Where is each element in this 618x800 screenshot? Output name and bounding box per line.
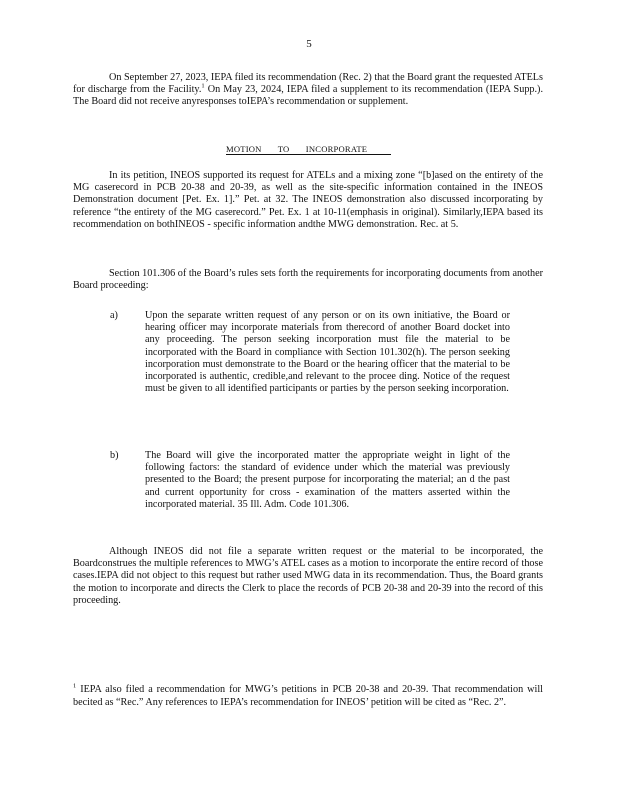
quoted-item-label: a) [110, 310, 118, 321]
quoted-item-label: b) [110, 450, 119, 461]
page-number: 5 [306, 38, 312, 50]
paragraph-petition: In its petition, INEOS supported its request for ATELs and a mixing zone “[b]ased on the entirety of the MG caserecord in PCB 20-38 and 20-39, as well as the site-specific information contained in the INEOS Demonstration document [Pet. Ex. 1].” Pet. at 32. The INEOS demonstration also discussed incorporating by reference “the entirety of the MG caserecord.” Pet. Ex. 1 at 10-11(emphasis in original). Similarly,IEPA based its recommendation on bothINEOS - specific information andthe MWG demonstration. Rec. at 5. [73, 170, 543, 230]
quoted-item-text: The Board will give the incorporated matter the appropriate weight in light of the following factors: the standard of evidence under which the material was previously presented to the Board; the present purpose for incorporating the material; an d the past and current opportunity for cross - examination of the matters asserted within the incorporated material. 35 Ill. Adm. Code 101.306. [145, 450, 510, 510]
paragraph-ruling: Although INEOS did not file a separate written request or the material to be incorporated, the Boardconstrues the multiple references to MWG’s ATEL cases as a motion to incorporate the entire record of those cases.IEPA did not object to this request but rather used MWG data in its recommendation. Thus, the Board grants the motion to incorporate and directs the Clerk to place the records of PCB 20-38 and 20-39 into the record of this proceeding. [73, 546, 543, 606]
paragraph-section-101-306: Section 101.306 of the Board’s rules sets forth the requirements for incorporating documents from another Board proceeding: [73, 268, 543, 292]
section-heading: MOTION TO INCORPORATE [226, 144, 391, 155]
paragraph-recommendation [73, 72, 543, 109]
paragraph-recommendation-text-a: On September 27, 2023, IEPA filed its recommendation (Rec. 2) that the Board grant the requested ATELs for discharge from the Facility. [73, 72, 543, 96]
footnote [73, 684, 543, 709]
paragraph-recommendation-text-b: On May 23, 2024, IEPA filed a supplement to its recommendation (IEPA Supp.). The Board did not receive anyresponses toIEPA’s recommendation or supplement. [73, 84, 543, 108]
quoted-item-text: Upon the separate written request of any person or on its own initiative, the Board or hearing officer may incorporate materials from therecord of another Board docket into any proceeding. The person seeking incorporation must file the material to be incorporated with the Board in compliance with Section 101.302(h). The person seeking incorporation must demonstrate to the Board or the hearing officer that the material to be incorporated is authentic, credible,and relevant to the procee ding. Notice of the request must be given to all identified participants or parties by the person seeking incorporation. [145, 310, 510, 395]
footnote-reference[interactable]: 1 [201, 82, 205, 90]
footnote-text: IEPA also filed a recommendation for MWG’s petitions in PCB 20-38 and 20-39. That recommendation will becited as “Rec.” Any references to IEPA’s recommendation for INEOS’ petition will be cited as “Rec. 2”. [73, 684, 543, 708]
footnote-marker: 1 [73, 682, 77, 690]
